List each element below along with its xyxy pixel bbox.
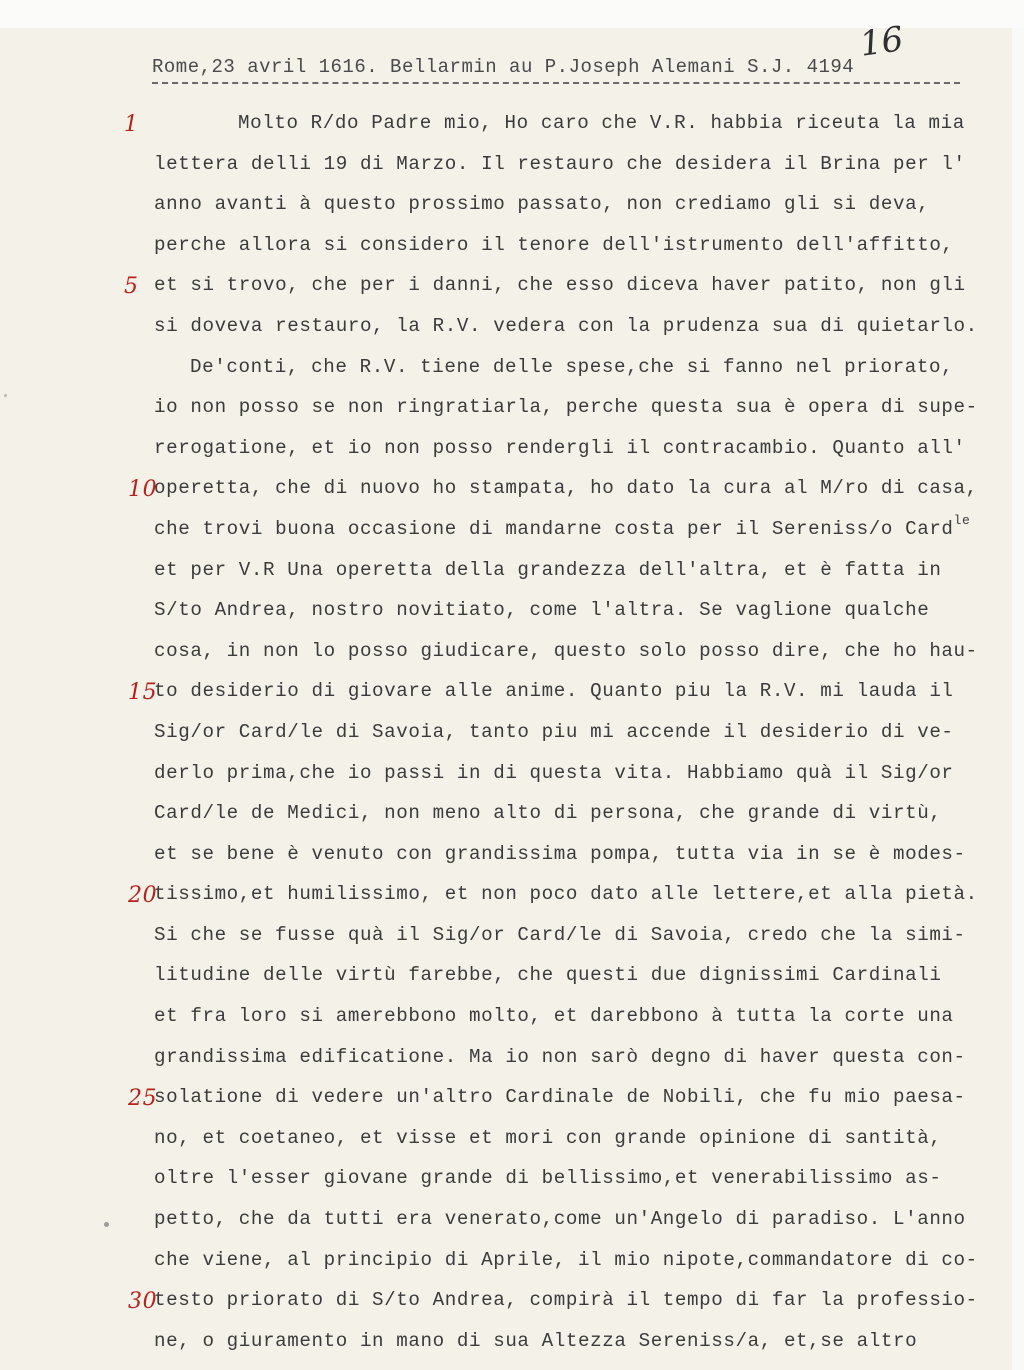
text-line: ne, o giuramento in mano di sua Altezza Sereniss/a, et,se altro (154, 1329, 918, 1352)
text-line: 30 testo priorato di S/to Andrea, compirà il tempo di far la professio- (154, 1280, 1004, 1321)
margin-line-number: 15 (128, 680, 158, 706)
text-line: 10 operetta, che di nuovo ho stampata, ho dato la cura al M/ro di casa, (154, 468, 1004, 509)
margin-line-number: 1 (124, 112, 139, 137)
text-line: no, et coetaneo, et visse et mori con grande opinione di santità, (154, 1126, 942, 1149)
text-line: 5 et si trovo, che per i danni, che esso diceva haver patito, non gli (154, 265, 1004, 306)
handwritten-folio-number: 16 (857, 19, 906, 65)
text-line: che viene, al principio di Aprile, il mio nipote,commandatore di co- (154, 1248, 978, 1271)
margin-line-number: 20 (128, 883, 158, 909)
text-line: Si che se fusse quà il Sig/or Card/le di Savoia, credo che la simi- (154, 923, 966, 946)
text-line: rerogatione, et io non posso rendergli il contracambio. Quanto all' (154, 436, 966, 459)
margin-line-number: 10 (128, 477, 158, 503)
text-line: che trovi buona occasione di mandarne costa per il Sereniss/o Card$^{le}$ (154, 512, 971, 540)
text-line: S/to Andrea, nostro novitiato, come l'altra. Se vaglione qualche (154, 599, 930, 622)
text-line: Sig/or Card/le di Savoia, tanto piu mi accende il desiderio di ve- (154, 720, 954, 743)
text-line: grandissima edificatione. Ma io non sarò degno di haver questa con- (154, 1045, 966, 1068)
text-line: si doveva restauro, la R.V. vedera con la prudenza sua di quietarlo. (154, 314, 978, 337)
text-line: io non posso se non ringratiarla, perche questa sua è opera di supe- (154, 396, 978, 419)
scan-speck (104, 1222, 109, 1227)
letter-body (124, 103, 1004, 1361)
text-line: litudine delle virtù farebbe, che questi due dignissimi Cardinali (154, 964, 942, 987)
text-line: cosa, in non lo posso giudicare, questo solo posso dire, che ho hau- (154, 639, 978, 662)
text-line: 15 to desiderio di giovare alle anime. Quanto piu la R.V. mi lauda il (154, 671, 1004, 712)
text-line: et per V.R Una operetta della grandezza dell'altra, et è fatta in (154, 558, 942, 581)
text-line: et se bene è venuto con grandissima pompa, tutta via in se è modes- (154, 842, 966, 865)
text-line: 20 tissimo,et humilissimo, et non poco dato alle lettere,et alla pietà. (154, 874, 1004, 915)
text-line: perche allora si considero il tenore dell'istrumento dell'affitto, (154, 233, 954, 256)
text-line: oltre l'esser giovane grande di bellissimo,et venerabilissimo as- (154, 1167, 942, 1190)
letter-header: Rome,23 avril 1616. Bellarmin au P.Joseph Alemani S.J. 4194 (152, 56, 855, 78)
text-line: derlo prima,che io passi in di questa vita. Habbiamo quà il Sig/or (154, 761, 954, 784)
text-line: De'conti, che R.V. tiene delle spese,che si fanno nel priorato, (190, 355, 954, 378)
header-rule (152, 82, 960, 84)
margin-line-number: 30 (128, 1289, 158, 1315)
text-line: 1 Molto R/do Padre mio, Ho caro che V.R. habbia riceuta la mia (154, 103, 1004, 144)
text-line: 25 solatione di vedere un'altro Cardinale de Nobili, che fu mio paesa- (154, 1077, 1004, 1118)
margin-line-number: 5 (124, 274, 139, 300)
text-line: Card/le de Medici, non meno alto di persona, che grande di virtù, (154, 802, 942, 825)
text-line: lettera delli 19 di Marzo. Il restauro che desidera il Brina per l' (154, 152, 966, 175)
scan-speck (4, 394, 7, 397)
text-line: anno avanti à questo prossimo passato, non crediamo gli si deva, (154, 193, 930, 216)
margin-line-number: 25 (128, 1086, 158, 1112)
text-line: et fra loro si amerebbono molto, et darebbono à tutta la corte una (154, 1005, 954, 1028)
text-line: petto, che da tutti era venerato,come un'Angelo di paradiso. L'anno (154, 1208, 966, 1231)
